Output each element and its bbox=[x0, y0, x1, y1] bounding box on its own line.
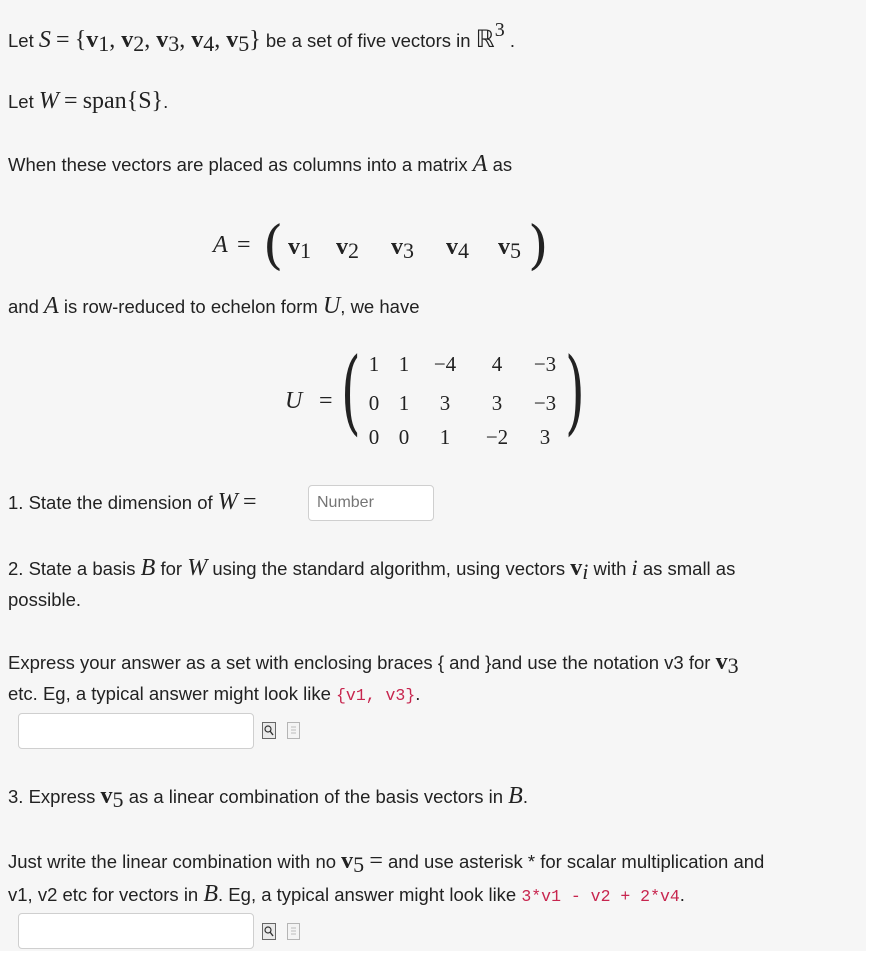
matrix-a-col-1: v1 bbox=[288, 234, 311, 263]
question-2-line-2: possible. bbox=[8, 589, 82, 610]
dimension-input[interactable] bbox=[308, 485, 434, 521]
u-cell: 3 bbox=[491, 391, 503, 415]
u-cell: −2 bbox=[485, 425, 509, 449]
u-cell: 3 bbox=[539, 425, 551, 449]
intro-line: Let S = {v1, v2, v3, v4, v5} be a set of five vectors in ℝ$^3$ . bbox=[8, 19, 515, 57]
u-cell: −3 bbox=[533, 391, 557, 415]
u-cell: 3 bbox=[439, 391, 451, 415]
preview-icon[interactable] bbox=[262, 722, 276, 739]
matrix-a-col-2: v2 bbox=[336, 234, 359, 263]
matrix-u: U = ( 1 1 −4 4 −3 0 1 3 3 −3 0 0 1 −2 3 ) bbox=[285, 338, 585, 449]
question-3: 3. Express v5 as a linear combination of the basis vectors in B. bbox=[8, 783, 528, 812]
matrix-a-col-3: v3 bbox=[391, 234, 414, 263]
u-cell: 1 bbox=[398, 352, 410, 376]
linear-combination-input[interactable] bbox=[18, 913, 254, 949]
u-cell: −4 bbox=[433, 352, 457, 376]
span-line: Let W = span{S}. bbox=[8, 88, 169, 114]
basis-input[interactable] bbox=[18, 713, 254, 749]
u-cell: 0 bbox=[398, 425, 410, 449]
matrix-a: A = ( v1 v2 v3 v4 v5 ) bbox=[213, 216, 549, 276]
u-cell: 4 bbox=[491, 352, 503, 376]
matrix-a-col-4: v4 bbox=[446, 234, 469, 263]
preview-icon[interactable] bbox=[262, 923, 276, 940]
u-cell: −3 bbox=[533, 352, 557, 376]
reduced-line: and A is row-reduced to echelon form U, we have bbox=[8, 293, 420, 319]
question-2-line-1: 2. State a basis B for W using the standard algorithm, using vectors vi with i as small as bbox=[8, 555, 736, 584]
q3-example-line: v1, v2 etc for vectors in B. Eg, a typical answer might look like 3*v1 - v2 + 2*v4. bbox=[8, 881, 685, 907]
express-line: Express your answer as a set with enclosing braces { and }and use the notation v3 for v3 bbox=[8, 649, 739, 678]
matrix-a-col-5: v5 bbox=[498, 234, 521, 263]
u-cell: 1 bbox=[368, 352, 380, 376]
just-write-line: Just write the linear combination with no v5 = and use asterisk * for scalar multiplication and bbox=[8, 848, 765, 877]
placement-line: When these vectors are placed as columns into a matrix A as bbox=[8, 151, 513, 177]
question-1: 1. State the dimension of W = bbox=[8, 489, 257, 515]
u-cell: 0 bbox=[368, 391, 380, 415]
document-icon[interactable] bbox=[287, 722, 300, 739]
document-icon[interactable] bbox=[287, 923, 300, 940]
example-line: etc. Eg, a typical answer might look like {v1, v3}. bbox=[8, 683, 421, 705]
example-code: {v1, v3} bbox=[336, 686, 416, 705]
u-cell: 1 bbox=[439, 425, 451, 449]
u-cell: 0 bbox=[368, 425, 380, 449]
q3-example-code: 3*v1 - v2 + 2*v4 bbox=[521, 887, 680, 906]
u-cell: 1 bbox=[398, 391, 410, 415]
